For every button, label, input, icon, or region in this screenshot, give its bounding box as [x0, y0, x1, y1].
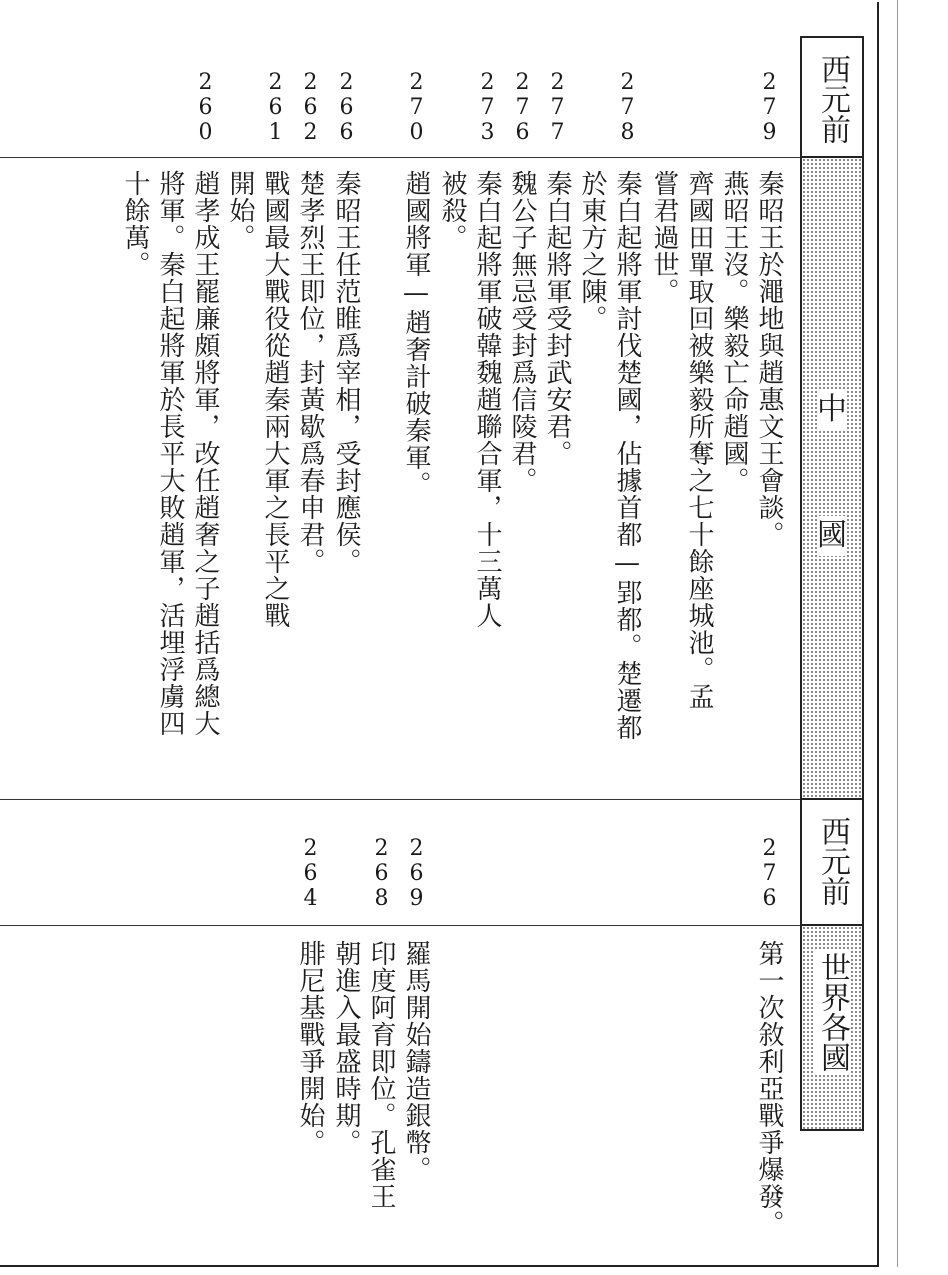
- china-year: 273: [475, 70, 500, 145]
- china-event-line: 趙孝成王罷廉頗將軍，改任趙奢之子趙括爲總大: [190, 170, 220, 737]
- china-label-2: 國: [817, 516, 847, 556]
- header-column: [800, 36, 864, 1131]
- china-year: 266: [334, 70, 359, 145]
- era-header-bottom: [802, 800, 862, 926]
- china-year: 261: [263, 70, 288, 145]
- section-divider: [0, 799, 800, 800]
- world-event-line: 腓尼基戰爭開始。: [295, 940, 325, 1156]
- world-header: [802, 926, 862, 1129]
- china-event-line: 被殺。: [437, 170, 467, 251]
- era-label-top: 西元前: [815, 54, 850, 144]
- china-event-line: 戰國最大戰役從趙秦兩大軍之長平之戰: [260, 170, 290, 629]
- world-year: 276: [757, 836, 782, 911]
- world-event-line: 羅馬開始鑄造銀幣。: [401, 940, 431, 1183]
- page-edge-rule: [897, 0, 898, 1267]
- china-label-1: 中: [817, 390, 847, 430]
- china-event-line: 嘗君過世。: [649, 170, 679, 305]
- world-event-line: 朝進入最盛時期。: [331, 940, 361, 1156]
- world-year: 268: [369, 836, 394, 911]
- china-event-line: 開始。: [225, 170, 255, 251]
- world-year-divider: [0, 925, 800, 926]
- china-event-line: 楚孝烈王即位，封黃歇爲春申君。: [295, 170, 325, 575]
- china-event-line: 將軍。秦白起將軍於長平大敗趙軍，活埋浮虜四: [155, 170, 185, 737]
- china-event-line: 十餘萬。: [120, 170, 150, 278]
- china-event-line: 魏公子無忌受封爲信陵君。: [507, 170, 537, 494]
- china-year: 278: [615, 70, 640, 145]
- china-year: 262: [298, 70, 323, 145]
- china-event-line: 趙國將軍—趙奢計破秦軍。: [401, 170, 431, 498]
- world-year: 269: [404, 836, 429, 911]
- era-header-top: [802, 38, 862, 158]
- china-event-line: 齊國田單取回被樂毅所奪之七十餘座城池。孟: [684, 170, 714, 710]
- china-header: [802, 158, 862, 800]
- china-year-divider: [0, 157, 800, 158]
- china-year: 270: [404, 70, 429, 145]
- china-event-line: 秦白起將軍討伐楚國，佔據首都—郢都。楚遷都: [612, 170, 642, 741]
- china-event-line: 秦昭王於澠地與趙惠文王會談。: [754, 170, 784, 548]
- china-year: 260: [193, 70, 218, 145]
- world-event-line: 第一次敘利亞戰爭爆發。: [754, 940, 784, 1237]
- china-event-line: 於東方之陳。: [577, 170, 607, 332]
- world-year: 264: [298, 836, 323, 911]
- china-year: 276: [510, 70, 535, 145]
- china-year: 279: [757, 70, 782, 145]
- china-event-line: 秦白起將軍受封武安君。: [542, 170, 572, 467]
- era-label-bottom: 西元前: [815, 816, 850, 906]
- china-event-line: 秦昭王任范睢爲宰相，受封應侯。: [331, 170, 361, 575]
- china-year: 277: [545, 70, 570, 145]
- china-event-line: 燕昭王沒。樂毅亡命趙國。: [719, 170, 749, 494]
- world-label: 世界各國: [815, 952, 850, 1072]
- china-event-line: 秦白起將軍破韓魏趙聯合軍，十三萬人: [472, 170, 502, 629]
- world-event-line: 印度阿育即位。孔雀王: [366, 940, 396, 1210]
